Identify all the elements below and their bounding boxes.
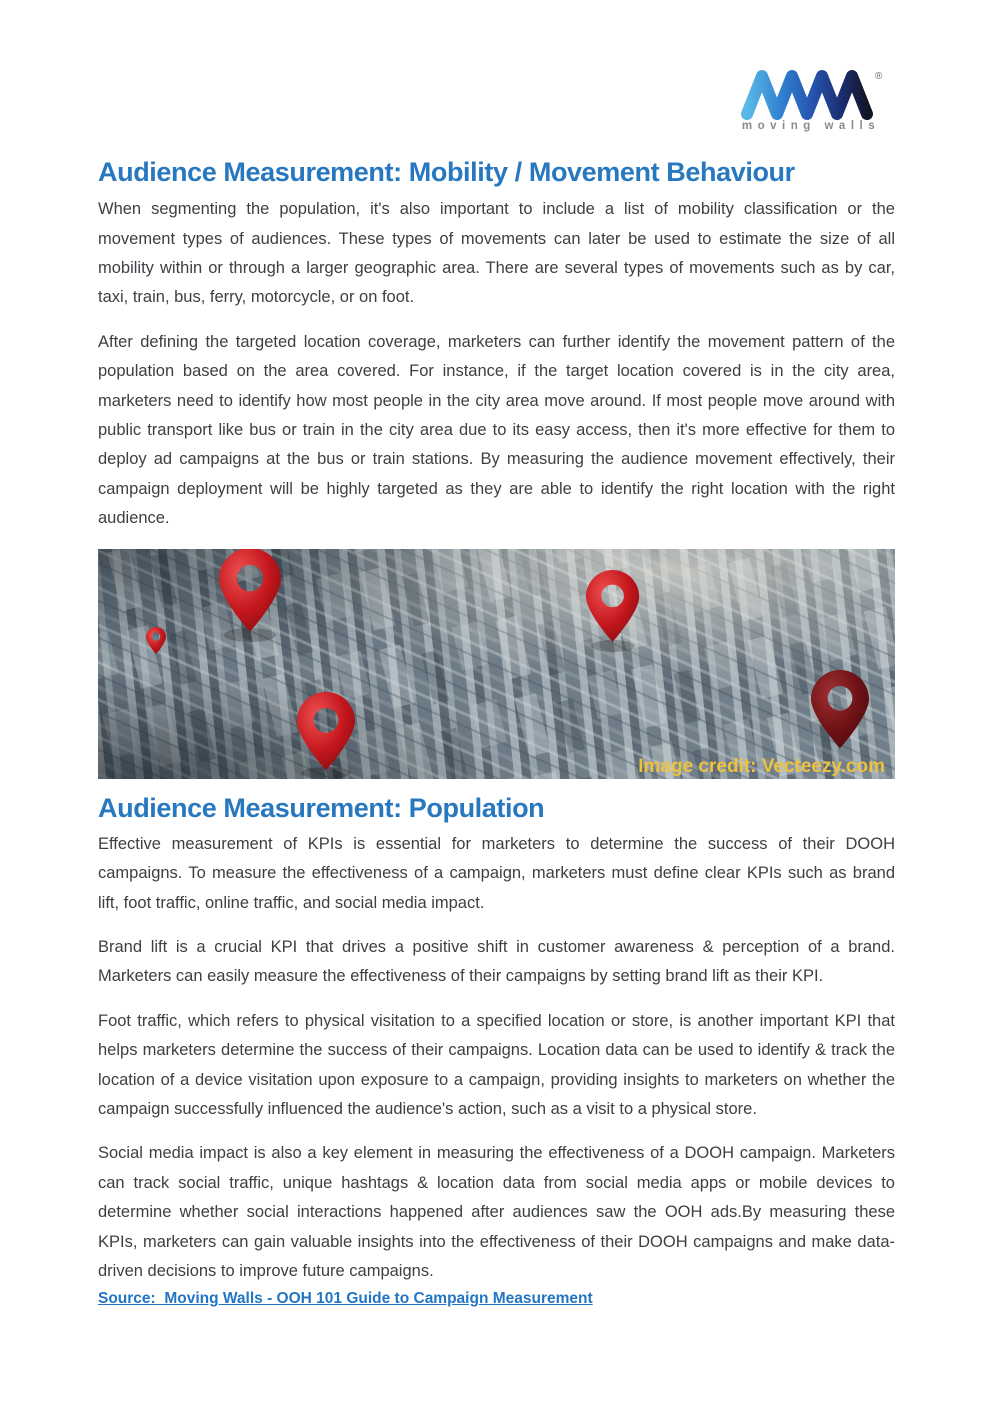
section-heading-population: Audience Measurement: Population	[98, 792, 545, 823]
paragraph-mobility-2: After defining the targeted location coverage, marketers can further identify the movement pattern of the population based on the area covered. For instance, if the target location covered is in the city area, marketers need to identify how most people in the city area move around. If most people move around with public transport like bus or train in the city area due to its easy access, then it's more effective for them to deploy ad campaigns at the bus or train stations. By measuring the audience movement effectively, their campaign deployment will be highly targeted as they are able to identify the right location with the right audience.	[98, 332, 895, 528]
image-credit: Image credit: Vecteezy.com	[638, 755, 885, 777]
paragraph-population-2: Brand lift is a crucial KPI that drives a positive shift in customer awareness & perception of a brand. Marketers can easily measure the effectiveness of their campaigns by setting brand lift as their KPI.	[98, 938, 895, 986]
paragraph-mobility-1: When segmenting the population, it's also important to include a list of mobility classification or the movement types of audiences. These types of movements can later be used to estimate the size of all mobility within or through a larger geographic area. There are several types of movements such as by car, taxi, train, bus, ferry, motorcycle, or on foot.	[98, 200, 895, 307]
city-map-image	[98, 549, 895, 779]
source-link[interactable]: Source: Moving Walls - OOH 101 Guide to Campaign Measurement	[98, 1290, 593, 1308]
registered-mark: ®	[875, 71, 883, 82]
source-line	[98, 1290, 895, 1308]
logo-zigzag-icon	[747, 76, 867, 114]
logo-tagline: moving walls	[741, 120, 881, 132]
paragraph-population-1: Effective measurement of KPIs is essential for marketers to determine the success of their DOOH campaigns. To measure the effectiveness of a campaign, marketers must define clear KPIs such as brand lift, foot traffic, online traffic, and social media impact.	[98, 834, 895, 912]
moving-walls-logo	[739, 64, 889, 132]
paragraph-population-4: Social media impact is also a key element in measuring the effectiveness of a DOOH campaign. Marketers can track social traffic, unique hashtags & location data from social media apps or mobile devices to determine whether social interactions happened after audiences saw the OOH ads.By measuring these KPIs, marketers can gain valuable insights into the effectiveness of their DOOH campaigns and make data-driven decisions to improve future campaigns.	[98, 1144, 895, 1281]
section-heading-mobility: Audience Measurement: Mobility / Movement Behaviour	[98, 157, 795, 187]
paragraph-population-3: Foot traffic, which refers to physical visitation to a specified location or store, is another important KPI that helps marketers determine the success of their campaigns. Location data can be used to identify & track the location of a device visitation upon exposure to a campaign, providing insights to marketers on whether the campaign successfully influenced the audience's action, such as a visit to a physical store.	[98, 1011, 895, 1119]
logo-row	[98, 64, 889, 132]
hero-image-container	[98, 549, 895, 779]
